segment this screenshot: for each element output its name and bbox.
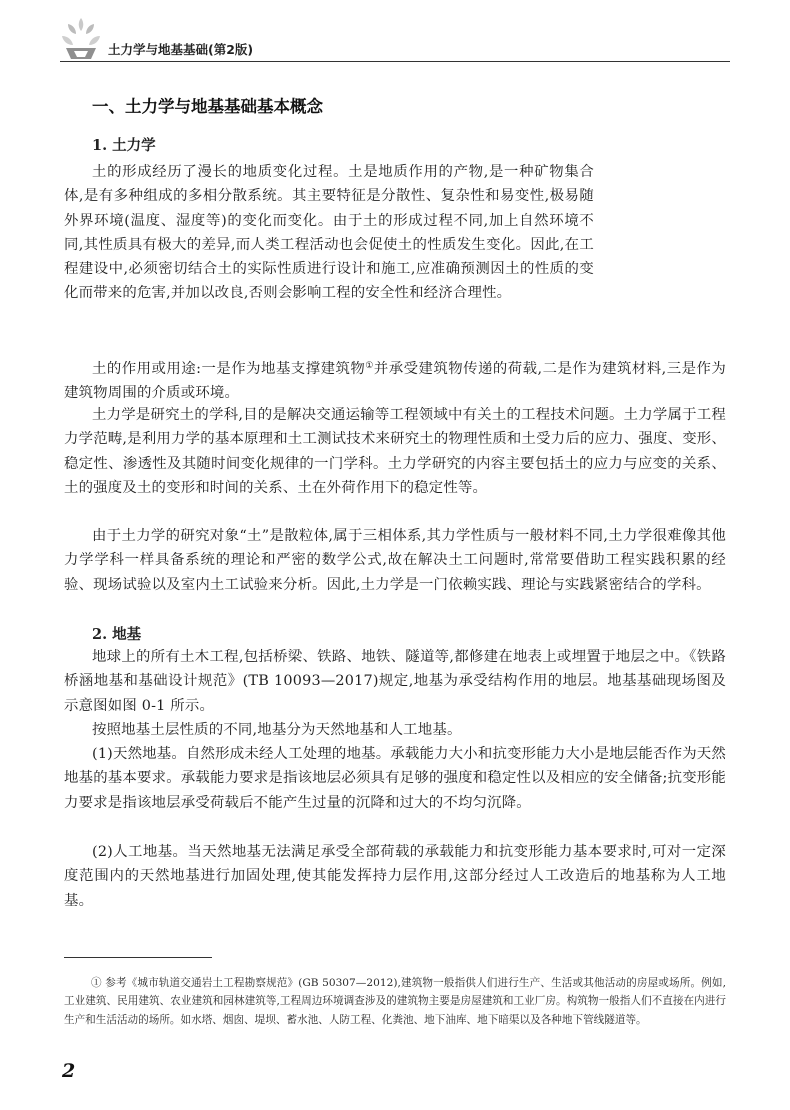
subsection-soil-mechanics: 1. 土力学 [92,137,156,154]
paragraph-soil-mechanics-definition: 土力学是研究土的学科,目的是解决交通运输等工程领域中有关土的工程技术问题。土力学属于工程力学范畴,是利用力学的基本原理和土工测试技术来研究土的物理性质和土受力后的应力、强度、变形、稳定性、渗透性及其随时间变化规律的一门学科。土力学研究的内容主要包括土的应力与应变的关系、土的强度及土的变形和时间的关系、土在外荷作用下的稳定性等。 [64,407,726,496]
paragraph-foundation-types: 按照地基土层性质的不同,地基分为天然地基和人工地基。 [92,722,462,738]
paragraph-soil-formation: 土的形成经历了漫长的地质变化过程。土是地质作用的产物,是一种矿物集合体,是有多种组成的多相分散系统。其主要特征是分散性、复杂性和易变性,极易随外界环境(温度、湿度等)的变化而变化。由于土的形成过程不同,加上自然环境不同,其性质具有极大的差异,而人类工程活动也会促使土的性质发生变化。因此,在工程建设中,必须密切结合土的实际性质进行设计和施工,应准确预测因土的性质的变化而带来的危害,并加以改良,否则会影响工程的安全性和经济合理性。 [64,164,594,302]
book-logo-icon [58,16,104,60]
paragraph-soil-mechanics-nature: 由于土力学的研究对象“土”是散粒体,属于三相体系,其力学性质与一般材料不同,土力学很难像其他力学学科一样具备系统的理论和严密的数学公式,故在解决土工问题时,常常要借助工程实践积累的经验、现场试验以及室内土工试验来分析。因此,土力学是一门依赖实践、理论与实践紧密结合的学科。 [64,528,726,593]
header-divider [60,61,730,62]
book-title: 土力学与地基基础(第2版) [108,42,254,57]
paragraph-soil-uses-text-b: 并承受建筑物传递的荷载,二是作为建筑材料,三是作为建筑物周围的介质或环境。 [64,361,726,402]
paragraph-soil-uses [64,354,726,406]
page-number: 2 [62,1060,76,1082]
section-heading: 一、土力学与地基基础基本概念 [92,97,323,116]
subsection-foundation: 2. 地基 [92,626,142,643]
paragraph-foundation-definition: 地球上的所有土木工程,包括桥梁、铁路、地铁、隧道等,都修建在地表上或埋置于地层之中。《铁路桥涵地基和基础设计规范》(TB 10093—2017)规定,地基为承受结构作用的地层。地基基础现场图及示意图如图 0-1 所示。 [64,649,726,714]
footnote-reference: ① [365,361,374,371]
paragraph-natural-foundation: (1)天然地基。自然形成未经人工处理的地基。承载能力大小和抗变形能力大小是地层能否作为天然地基的基本要求。承载能力要求是指该地层必须具有足够的强度和稳定性以及相应的安全储备;抗变形能力要求是指该地层承受荷载后不能产生过量的沉降和过大的不均匀沉降。 [64,746,726,811]
paragraph-soil-uses-text-a: 土的作用或用途:一是作为地基支撑建筑物 [92,361,366,377]
paragraph-artificial-foundation: (2)人工地基。当天然地基无法满足承受全部荷载的承载能力和抗变形能力基本要求时,可对一定深度范围内的天然地基进行加固处理,使其能发挥持力层作用,这部分经过人工改造后的地基称为人工地基。 [64,844,726,909]
footnote-divider [64,957,212,958]
footnote: ① 参考《城市轨道交通岩土工程勘察规范》(GB 50307—2012),建筑物一般指供人们进行生产、生活或其他活动的房屋或场所。例如,工业建筑、民用建筑、农业建筑和园林建筑等,工程周边环境调查涉及的建筑物主要是房屋建筑和工业厂房。构筑物一般指人们不直接在内进行生产和生活活动的场所。如水塔、烟囱、堤坝、蓄水池、人防工程、化粪池、地下油库、地下暗渠以及各种地下管线隧道等。 [64,977,726,1026]
